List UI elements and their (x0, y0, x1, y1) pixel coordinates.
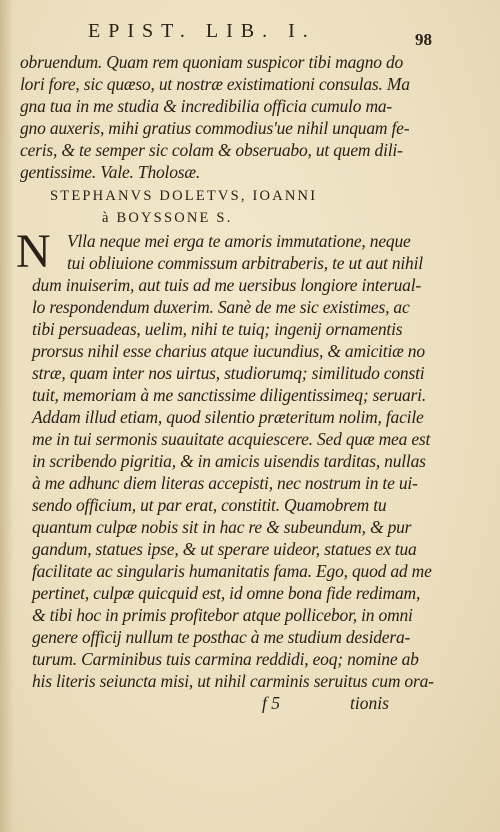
text-line: sendo officium, ut par erat, constitit. Quamobrem tu (32, 495, 387, 515)
text-line: à me adhunc diem literas accepisti, nec nostrum in te ui- (32, 473, 418, 493)
text-line: quantum culpæ nobis sit in hac re & subeundum, & pur (32, 517, 412, 537)
text-line: Addam illud etiam, quod silentio præteritum nolim, facile (32, 407, 424, 427)
text-line: dum inuiserim, aut tuis ad me uersibus longiore interual- (32, 275, 421, 295)
text-line: lori fore, sic quæso, ut nostræ existimationi consulas. Ma (20, 74, 410, 94)
text-line: ceris, & te semper sic colam & obseruabo, ut quem dili- (20, 140, 403, 160)
page-number: 98 (415, 30, 432, 49)
page-header (0, 18, 500, 48)
text-line: gandum, statues ipse, & ut sperare uideor, statues ex tua (32, 539, 417, 559)
page-gutter-shadow (0, 0, 14, 832)
text-line: tuit, memoriam à me sanctissime diligentissimeq; seruari. (32, 385, 426, 405)
text-line: Vlla neque mei erga te amoris immutatione, neque (67, 231, 411, 251)
text-line: gna tua in me studia & incredibilia officia cumulo ma- (20, 96, 393, 116)
text-line: his literis seiuncta misi, ut nihil carminis seruitus cum ora- (32, 671, 434, 691)
salutation-line: à BOYSSONE S. (102, 210, 233, 226)
drop-cap-initial: N (16, 225, 51, 278)
running-title: EPIST. LIB. I. (88, 20, 316, 42)
text-line: me in tui sermonis suauitate acquiescere. Sed quæ mea est (32, 429, 431, 449)
signature-mark: f 5 (262, 693, 280, 713)
text-line: gentissime. Vale. Tholosæ. (20, 162, 201, 182)
text-line: turum. Carminibus tuis carmina reddidi, eoq; nomine ab (32, 649, 419, 669)
text-line: pertinet, culpæ quicquid est, id omne bona fide redimam, (32, 583, 421, 603)
catchword: tionis (350, 693, 389, 713)
text-line: gno auxeris, mihi gratius commodius'ue nihil unquam fe- (20, 118, 410, 138)
salutation-line: STEPHANVS DOLETVS, IOANNI (50, 188, 318, 204)
text-line: lo respondendum duxerim. Sanè de me sic existimes, ac (32, 297, 410, 317)
text-line: in scribendo pigritia, & in amicis uisendis tarditas, nullas (32, 451, 426, 471)
text-line: obruendum. Quam rem quoniam suspicor tibi magno do (20, 52, 404, 72)
text-line: & tibi hoc in primis profitebor atque pollicebor, in omni (32, 605, 413, 625)
text-line: genere officij nullum te posthac à me studium desidera- (32, 627, 411, 647)
text-line: stræ, quam inter nos uirtus, studiorumq; similitudo consti (32, 363, 425, 383)
text-line: facilitate ac singularis humanitatis fama. Ego, quod ad me (32, 561, 432, 581)
text-line: tui obliuione commissum arbitraberis, te ut aut nihil (67, 253, 423, 273)
text-line: prorsus nihil esse charius atque iucundius, & amicitiæ no (32, 341, 425, 361)
text-line: tibi persuadeas, uelim, nihi te tuiq; ingenij ornamentis (32, 319, 403, 339)
